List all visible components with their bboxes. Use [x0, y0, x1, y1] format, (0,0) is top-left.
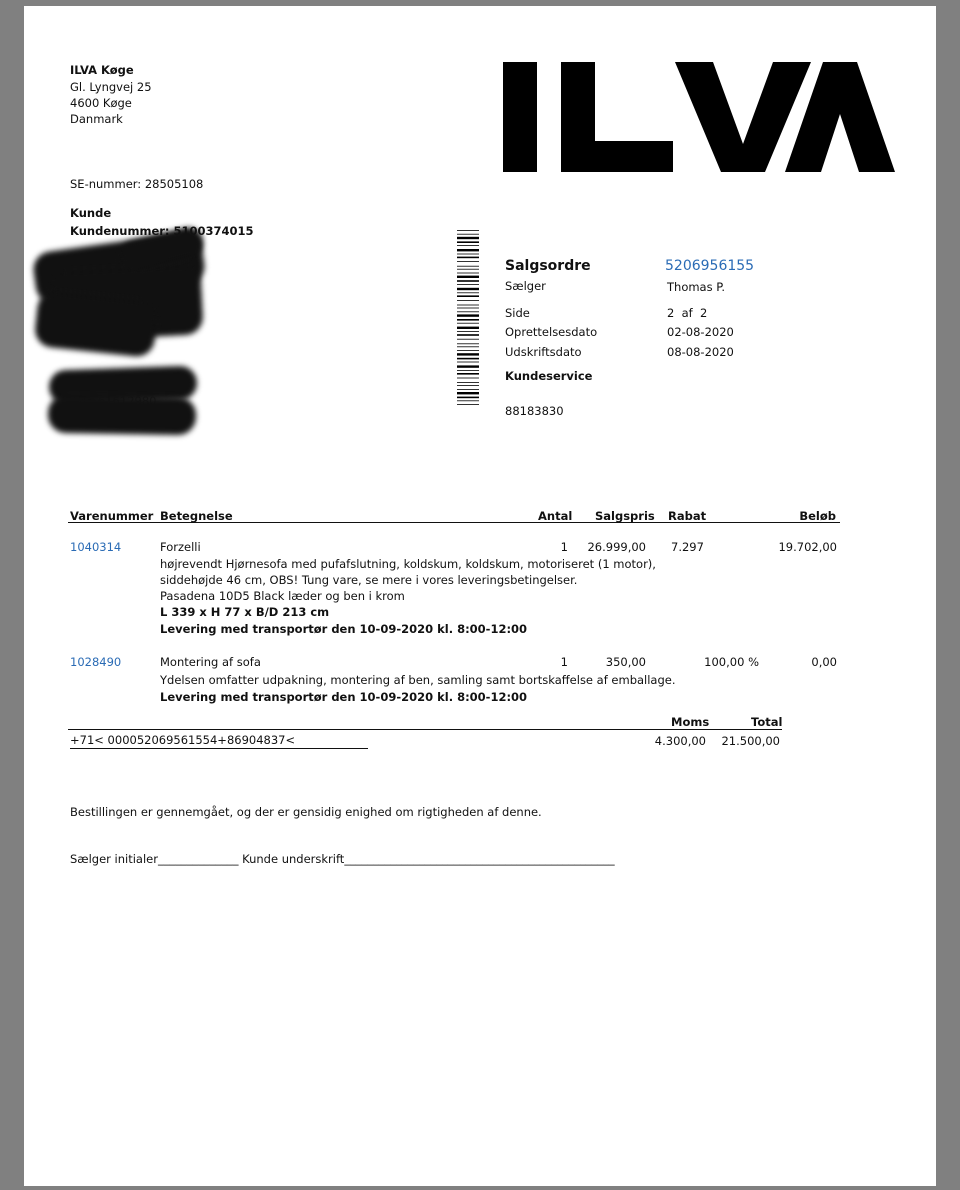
moms-value: 4.300,00: [654, 734, 706, 748]
printed-value: 08-08-2020: [667, 345, 734, 359]
company-street: Gl. Lyngvej 25: [70, 80, 152, 94]
printed-label: Udskriftsdato: [505, 345, 582, 359]
customer-service-label: Kundeservice: [505, 369, 593, 383]
header-amount: Beløb: [799, 509, 836, 523]
page-label: Side: [505, 306, 530, 320]
row-discount: 100,00 %: [704, 655, 759, 669]
header-discount: Rabat: [668, 509, 707, 523]
seller-label: Sælger: [505, 279, 546, 293]
total-value: 21.500,00: [721, 734, 780, 748]
row-description-line: Ydelsen omfatter udpakning, montering af ben, samling samt bortskaffelse af emballage.: [160, 673, 676, 687]
row-delivery: Levering med transportør den 10-09-2020 kl. 8:00-12:00: [160, 690, 528, 704]
order-title: Salgsordre: [505, 258, 591, 274]
header-item-number: Varenummer: [70, 509, 154, 523]
company-se-number: SE-nummer: 28505108: [70, 177, 204, 191]
row-item-number[interactable]: 1028490: [70, 655, 122, 669]
row-item-name: Forzelli: [160, 540, 201, 554]
row-description-line: højrevendt Hjørnesofa med pufafslutning, koldskum, koldskum, motoriseret (1 motor),: [160, 557, 656, 571]
row-discount: 7.297: [671, 540, 704, 554]
order-number: 5206956155: [665, 258, 755, 274]
document-page: [24, 6, 936, 1186]
seller-value: Thomas P.: [667, 280, 726, 294]
page-value: 2 af 2: [667, 306, 708, 320]
row-description-line: Pasadena 10D5 Black læder og ben i krom: [160, 589, 405, 603]
row-quantity: 1: [560, 655, 568, 669]
customer-number: Kundenummer: 5100374015: [70, 224, 254, 238]
customer-heading: Kunde: [70, 206, 112, 220]
row-quantity: 1: [560, 540, 568, 554]
header-divider: [68, 522, 840, 523]
header-price: Salgspris: [595, 509, 655, 523]
row-amount: 19.702,00: [778, 540, 837, 554]
header-description: Betegnelse: [160, 509, 233, 523]
ilva-logo: [503, 62, 895, 174]
company-city: 4600 Køge: [70, 96, 132, 110]
row-item-number[interactable]: 1040314: [70, 540, 122, 554]
agreement-text: Bestillingen er gennemgået, og der er gensidig enighed om rigtigheden af denne.: [70, 805, 542, 819]
signature-line: Sælger initialer______________ Kunde underskrift_______________________________________________: [70, 852, 615, 866]
company-country: Danmark: [70, 112, 123, 126]
created-label: Oprettelsesdato: [505, 325, 598, 339]
total-label: Total: [751, 715, 783, 729]
moms-label: Moms: [671, 715, 710, 729]
payment-code: +71< 000052069561554+86904837<: [70, 733, 368, 749]
created-value: 02-08-2020: [667, 325, 734, 339]
row-amount: 0,00: [811, 655, 837, 669]
row-item-name: Montering af sofa: [160, 655, 261, 669]
customer-service-phone: 88183830: [505, 404, 564, 418]
row-price: 350,00: [605, 655, 646, 669]
row-delivery: Levering med transportør den 10-09-2020 kl. 8:00-12:00: [160, 622, 528, 636]
header-quantity: Antal: [538, 509, 573, 523]
totals-divider: [68, 729, 782, 730]
row-dimensions: L 339 x H 77 x B/D 213 cm: [160, 605, 330, 619]
row-price: 26.999,00: [587, 540, 646, 554]
barcode: [457, 230, 479, 405]
company-name: ILVA Køge: [70, 63, 134, 77]
row-description-line: siddehøjde 46 cm, OBS! Tung vare, se mere i vores leveringsbetingelser.: [160, 573, 578, 587]
